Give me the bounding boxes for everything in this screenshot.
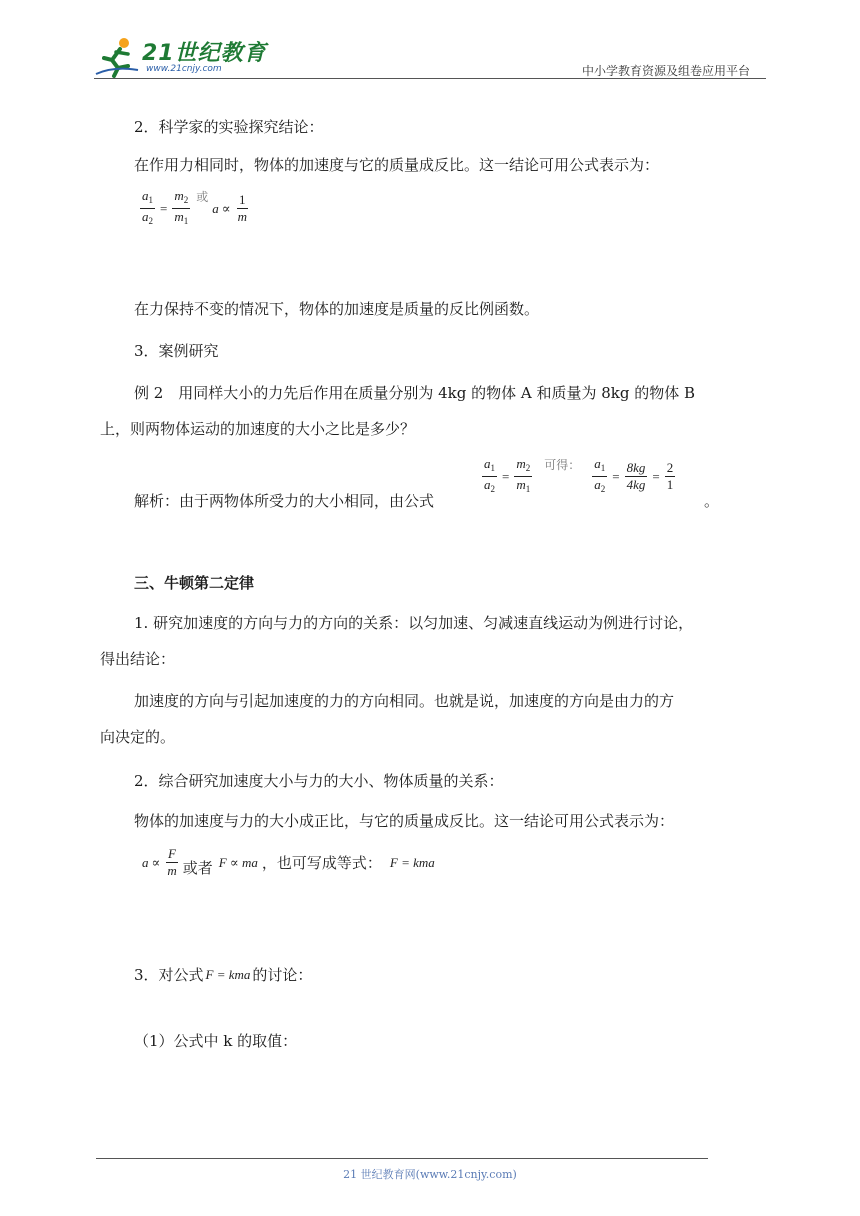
footer-divider bbox=[96, 1158, 708, 1159]
logo-text: 21世纪教育 bbox=[142, 41, 267, 66]
paragraph-14: 3．对公式 F = kma 的讨论： bbox=[134, 966, 313, 984]
runner-icon bbox=[94, 36, 140, 78]
formula-inverse-mass: $\frac{a_1}{a_2}$ = $\frac{m_2}{m_1}$ 或 a ∝ $\frac{1}{m}$ bbox=[142, 188, 247, 226]
paragraph-7: 解析：由于两物体所受力的大小相同，由公式 bbox=[134, 492, 435, 510]
paragraph-12: 2．综合研究加速度大小与力的大小、物体质量的关系： bbox=[134, 772, 504, 790]
footer-text: 21 世纪教育网(www.21cnjy.com) bbox=[343, 1168, 517, 1181]
formula-ratio: $\frac{a_1}{a_2}$ = $\frac{m_2}{m_1}$ 可得： $\frac{a_1}{a_2}$ = $\frac{8kg}{4kg}$ = $\frac{2}{1}$ bbox=[484, 456, 674, 494]
paragraph-7-end: 。 bbox=[704, 492, 720, 510]
paragraph-1: 2．科学家的实验探究结论： bbox=[134, 118, 324, 136]
formula-newton-second: a ∝ $\frac{F}{m}$ 或者 F ∝ ma ，也可写成等式： F = kma bbox=[142, 846, 435, 878]
site-logo bbox=[94, 36, 267, 78]
header-divider bbox=[94, 78, 766, 79]
paragraph-10: 加速度的方向与引起加速度的力的方向相同。也就是说，加速度的方向是由力的方 bbox=[134, 692, 675, 710]
paragraph-9: 得出结论： bbox=[100, 650, 176, 668]
paragraph-8: 1. 研究加速度的方向与力的方向的关系：以匀加速、匀减速直线运动为例进行讨论， bbox=[134, 614, 694, 632]
paragraph-6: 上，则两物体运动的加速度的大小之比是多少？ bbox=[100, 420, 416, 438]
paragraph-2: 在作用力相同时，物体的加速度与它的质量成反比。这一结论可用公式表示为： bbox=[134, 156, 660, 174]
paragraph-5: 例 2 用同样大小的力先后作用在质量分别为 4kg 的物体 A 和质量为 8kg 的物体 B bbox=[134, 384, 696, 402]
logo-url: www.21cnjy.com bbox=[146, 64, 222, 74]
paragraph-3: 在力保持不变的情况下，物体的加速度是质量的反比例函数。 bbox=[134, 300, 540, 318]
paragraph-15: （1）公式中 k 的取值： bbox=[134, 1032, 298, 1050]
paragraph-13: 物体的加速度与力的大小成正比，与它的质量成反比。这一结论可用公式表示为： bbox=[134, 812, 675, 830]
header-platform-text: 中小学教育资源及组卷应用平台 bbox=[581, 64, 750, 78]
paragraph-4: 3．案例研究 bbox=[134, 342, 219, 360]
paragraph-11: 向决定的。 bbox=[100, 728, 176, 746]
section-heading: 三、牛顿第二定律 bbox=[134, 574, 255, 592]
